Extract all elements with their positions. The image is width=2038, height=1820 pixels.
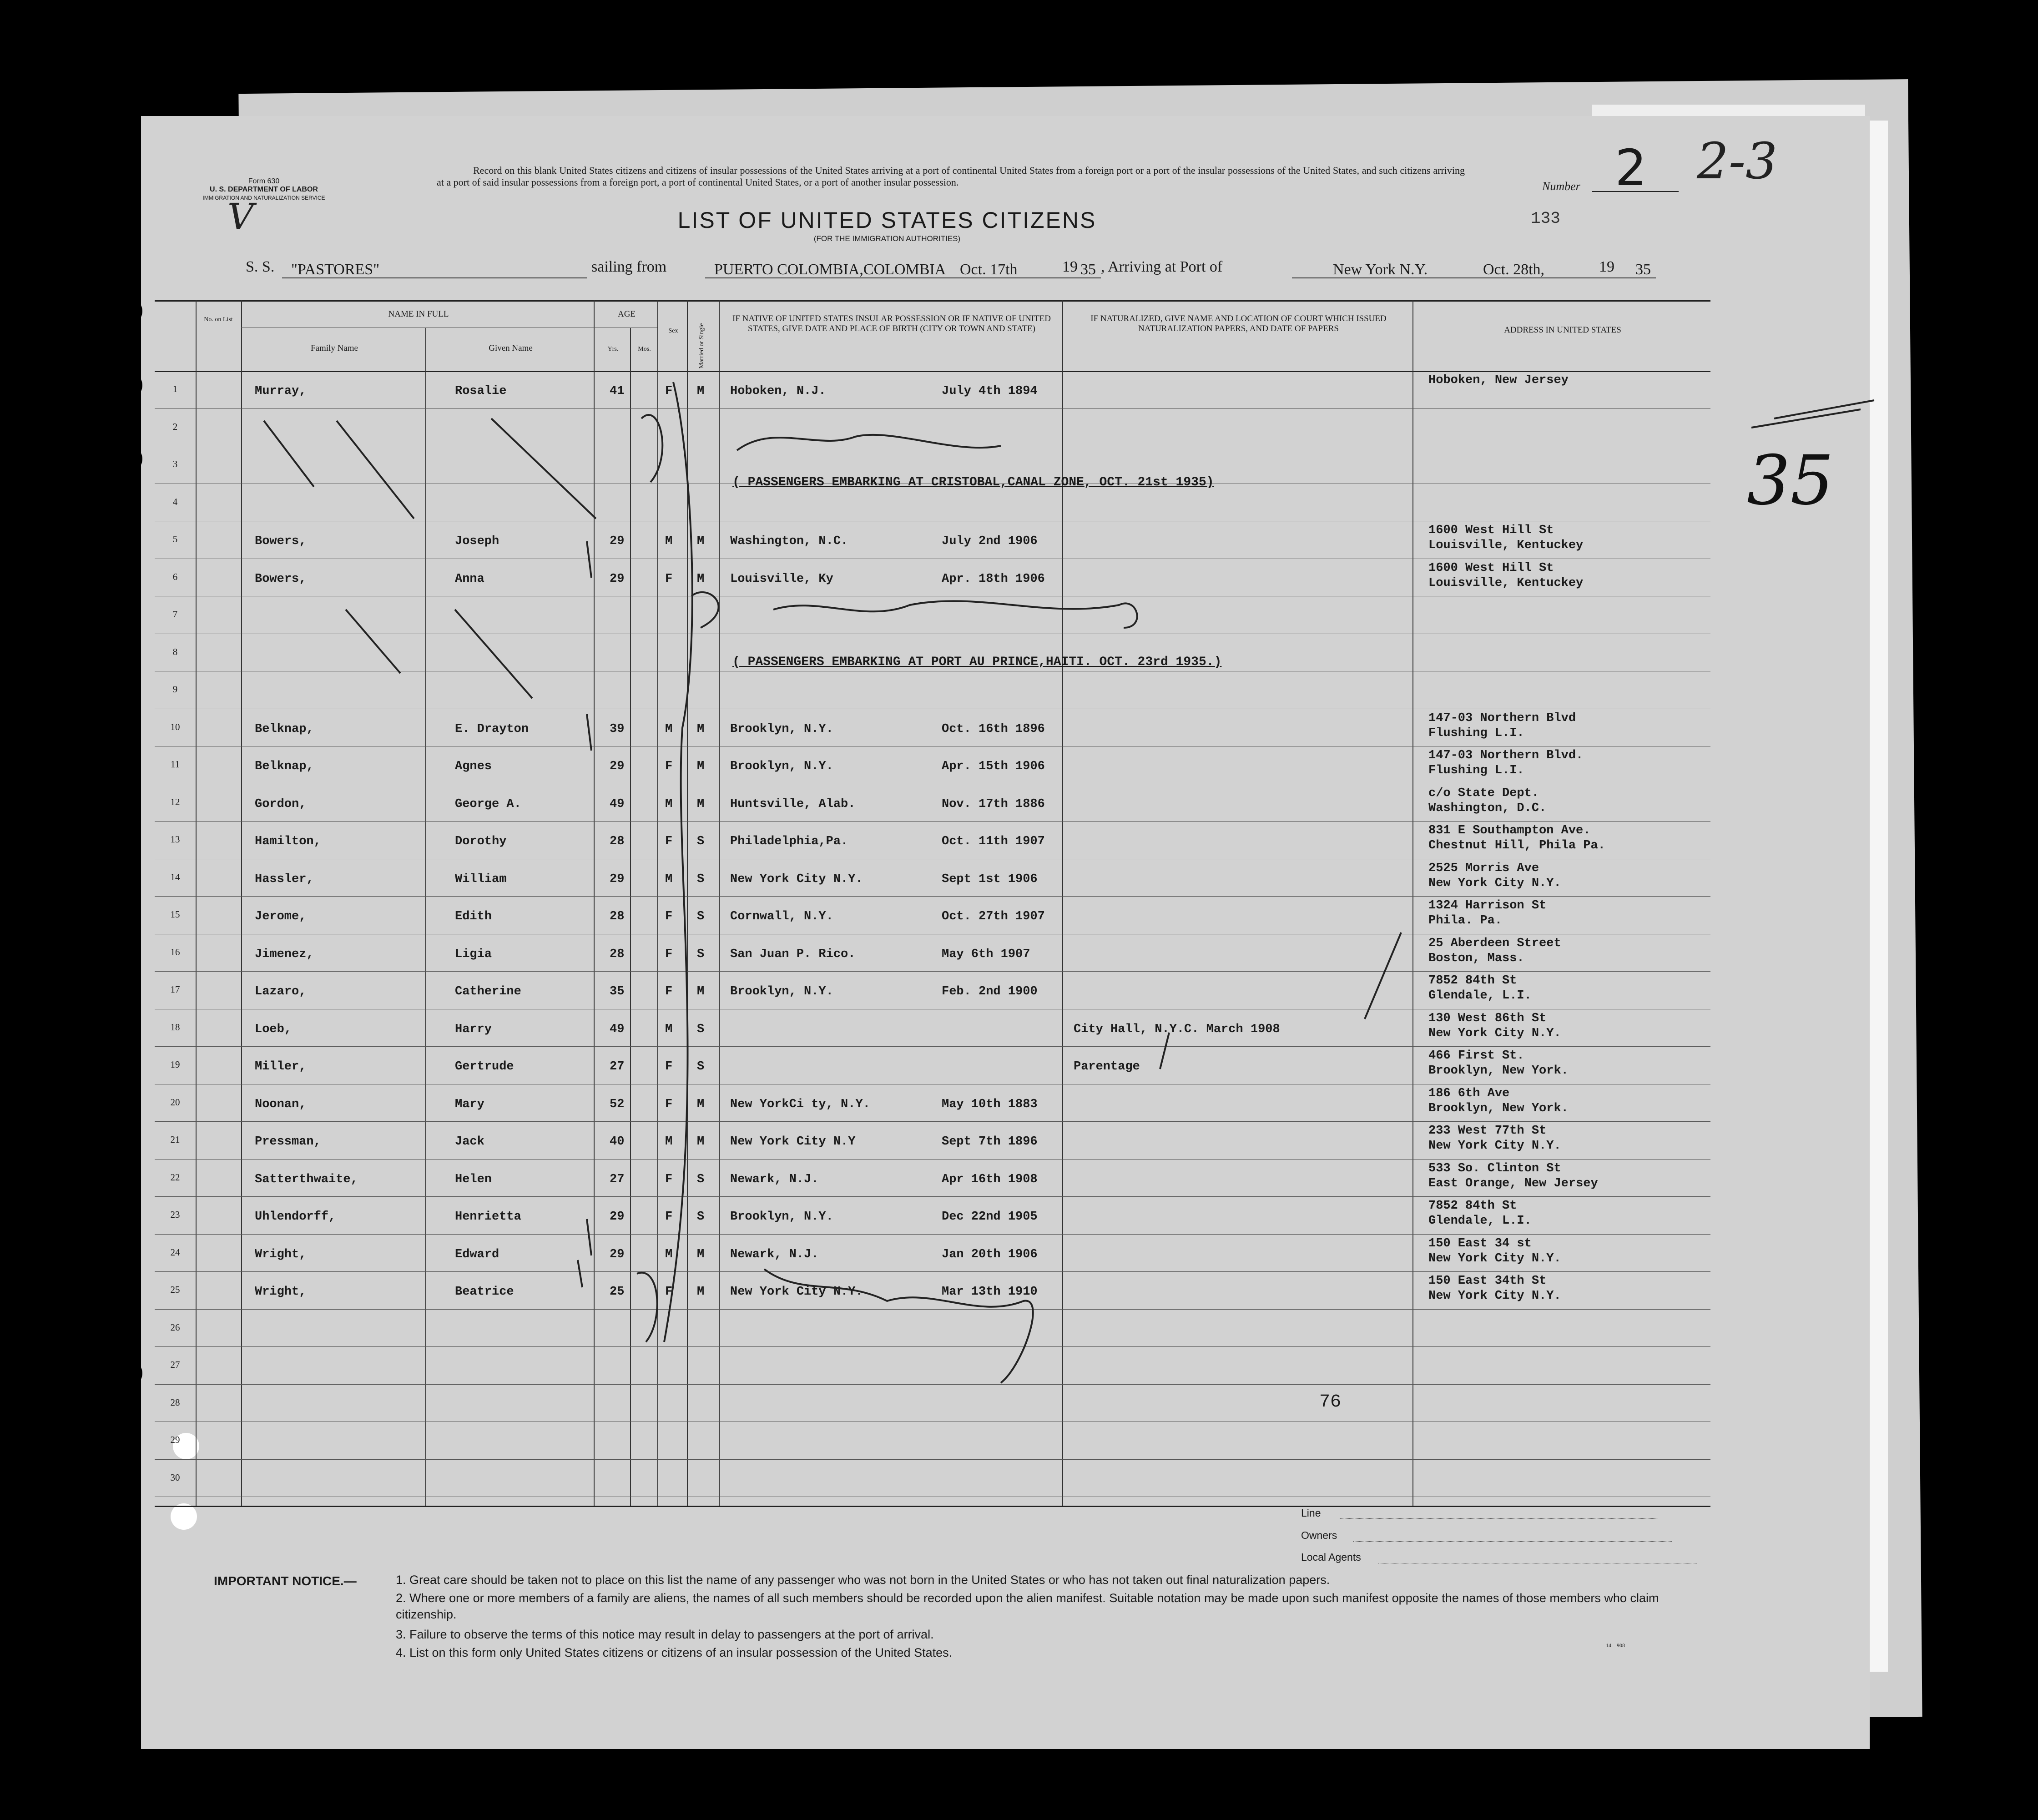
- departure-date: Oct. 17th: [960, 261, 1018, 278]
- sex: F: [665, 1097, 673, 1111]
- row-number: 26: [170, 1321, 180, 1333]
- sex: M: [665, 872, 673, 886]
- age-years: 29: [610, 1247, 625, 1261]
- ship-name: "PASTORES": [291, 261, 380, 278]
- given-name: Dorothy: [455, 835, 507, 848]
- ss-label: S. S.: [246, 258, 275, 275]
- arrival-year: 35: [1635, 261, 1651, 278]
- birth-date: Mar 13th 1910: [942, 1285, 1038, 1299]
- col-header-name: NAME IN FULL: [388, 309, 449, 319]
- arrival-year-prefix: 19: [1599, 258, 1614, 275]
- birth-date: Jan 20th 1906: [942, 1247, 1038, 1261]
- family-name: Miller,: [255, 1060, 307, 1074]
- handwritten-mark: 2-3: [1697, 132, 1778, 190]
- strike-line: [337, 421, 414, 519]
- birth-place: New York City N.Y.: [730, 1285, 863, 1299]
- address-line-2: Brooklyn, New York.: [1428, 1064, 1569, 1078]
- form-number: Form 630: [248, 177, 280, 185]
- family-name: Wright,: [255, 1285, 307, 1299]
- age-years: 27: [610, 1172, 625, 1186]
- row-number: 22: [170, 1171, 180, 1183]
- col-header-age: AGE: [617, 309, 636, 319]
- birth-place: New York City N.Y: [730, 1135, 856, 1149]
- address-line-1: 2525 Morris Ave: [1428, 861, 1539, 875]
- birth-date: Apr. 18th 1906: [942, 572, 1045, 586]
- birth-place: Brooklyn, N.Y.: [730, 985, 833, 998]
- section-port-au-prince: ( PASSENGERS EMBARKING AT PORT AU PRINCE,HAITI. OCT. 23rd 1935.): [732, 655, 1222, 669]
- notice-item: 1. Great care should be taken not to place on this list the name of any passenger who was not born in the United States or who has not taken out final naturalization papers.: [396, 1573, 1330, 1587]
- family-name: Pressman,: [255, 1135, 321, 1149]
- family-name: Loeb,: [255, 1022, 292, 1036]
- family-name: Murray,: [255, 384, 307, 398]
- address-line-2: East Orange, New Jersey: [1428, 1176, 1598, 1190]
- birth-date: May 6th 1907: [942, 947, 1030, 961]
- family-name: Hassler,: [255, 872, 314, 886]
- sex: M: [665, 1022, 673, 1036]
- marital-status: M: [697, 1247, 705, 1261]
- family-name: Bowers,: [255, 572, 307, 586]
- signature-stroke: [641, 415, 1001, 482]
- naturalization-info: Parentage: [1074, 1060, 1140, 1074]
- sex: F: [665, 760, 673, 773]
- col-header-native: IF NATIVE OF UNITED STATES INSULAR POSSESSION OR IF NATIVE OF UNITED STATES, GIVE DATE AND PLACE OF BIRTH (CITY OR TOWN AND STATE): [732, 314, 1051, 333]
- sailing-label: sailing from: [591, 258, 667, 275]
- address-line-2: Glendale, L.I.: [1428, 989, 1532, 1003]
- notice-title: IMPORTANT NOTICE.—: [214, 1574, 357, 1588]
- birth-place: Philadelphia,Pa.: [730, 835, 848, 848]
- family-name: Jerome,: [255, 910, 307, 923]
- signature-stroke: [637, 1269, 1033, 1383]
- notice-item: 3. Failure to observe the terms of this notice may result in delay to passengers at the port of arrival.: [396, 1628, 934, 1641]
- birth-place: Newark, N.J.: [730, 1247, 819, 1261]
- birth-date: Apr 16th 1908: [942, 1172, 1038, 1186]
- owners-field: [1353, 1541, 1672, 1542]
- family-name: Satterthwaite,: [255, 1172, 358, 1186]
- year-prefix: 19: [1062, 258, 1078, 275]
- row-number: 17: [170, 984, 180, 995]
- given-name: Ligia: [455, 947, 492, 961]
- address-line-1: 147-03 Northern Blvd: [1428, 711, 1576, 725]
- arrival-date: Oct. 28th,: [1483, 261, 1545, 278]
- row-number: 19: [170, 1059, 180, 1070]
- col-header-married: Married or Single: [698, 323, 705, 368]
- given-name: Jack: [455, 1135, 484, 1149]
- address-line-2: New York City N.Y.: [1428, 1139, 1561, 1153]
- strike-line: [491, 418, 596, 519]
- family-name: Lazaro,: [255, 985, 307, 998]
- address-line-2: Glendale, L.I.: [1428, 1214, 1532, 1228]
- age-years: 25: [610, 1285, 625, 1299]
- row-number: 18: [170, 1021, 180, 1033]
- owners-label: Owners: [1301, 1529, 1337, 1541]
- col-header-given: Given Name: [489, 343, 533, 353]
- address-line-2: Louisville, Kentuckey: [1428, 576, 1584, 590]
- naturalization-info: City Hall, N.Y.C. March 1908: [1074, 1022, 1280, 1036]
- family-name: Bowers,: [255, 534, 307, 548]
- birth-place: Newark, N.J.: [730, 1172, 819, 1186]
- row-number: 15: [170, 909, 180, 920]
- given-name: George A.: [455, 797, 521, 811]
- sex: F: [665, 1285, 673, 1299]
- row-number: 8: [172, 646, 178, 657]
- marital-status: M: [697, 797, 705, 811]
- given-name: Henrietta: [455, 1210, 521, 1224]
- given-name: Catherine: [455, 985, 521, 998]
- marital-status: S: [697, 835, 705, 848]
- address-line-1: 1324 Harrison St: [1428, 899, 1547, 913]
- sex: F: [665, 835, 673, 848]
- birth-place: Hoboken, N.J.: [730, 384, 826, 398]
- strike-line: [264, 421, 314, 487]
- row-number: 4: [172, 496, 178, 507]
- age-years: 49: [610, 797, 625, 811]
- marital-status: M: [697, 384, 705, 398]
- col-header-naturalized: IF NATURALIZED, GIVE NAME AND LOCATION OF COURT WHICH ISSUED NATURALIZATION PAPERS, AND DATE OF PAPERS: [1090, 314, 1387, 333]
- address-line-2: Chestnut Hill, Phila Pa.: [1428, 839, 1605, 852]
- address-line-1: 7852 84th St: [1428, 1199, 1517, 1213]
- handwritten-check: V: [227, 196, 254, 238]
- signature-stroke: [664, 382, 692, 1342]
- sex: F: [665, 1210, 673, 1224]
- given-name: Mary: [455, 1097, 484, 1111]
- age-years: 28: [610, 910, 625, 923]
- marital-status: M: [697, 722, 705, 736]
- age-years: 29: [610, 534, 625, 548]
- address-line-2: Washington, D.C.: [1428, 801, 1547, 815]
- sex: F: [665, 1172, 673, 1186]
- age-years: 29: [610, 572, 625, 586]
- family-name: Jimenez,: [255, 947, 314, 961]
- check-mark: [587, 1219, 591, 1255]
- marital-status: S: [697, 1022, 705, 1036]
- local-agents-label: Local Agents: [1301, 1551, 1361, 1563]
- birth-place: Washington, N.C.: [730, 534, 848, 548]
- address-line-1: 25 Aberdeen Street: [1428, 936, 1561, 950]
- sex: F: [665, 910, 673, 923]
- marital-status: S: [697, 947, 705, 961]
- sex: M: [665, 534, 673, 548]
- given-name: Gertrude: [455, 1060, 514, 1074]
- check-mark: [587, 541, 591, 578]
- family-name: Belknap,: [255, 760, 314, 773]
- marital-status: S: [697, 1172, 705, 1186]
- address-line-1: 1600 West Hill St: [1428, 561, 1554, 575]
- section-cristobal: ( PASSENGERS EMBARKING AT CRISTOBAL,CANAL ZONE, OCT. 21st 1935): [732, 475, 1214, 489]
- col-header-sex: Sex: [668, 328, 678, 334]
- col-header-mos: Mos.: [638, 346, 651, 353]
- handwritten-count: 35: [1747, 441, 1834, 520]
- birth-place: Brooklyn, N.Y.: [730, 1210, 833, 1224]
- marital-status: M: [697, 572, 705, 586]
- page-subtitle: (FOR THE IMMIGRATION AUTHORITIES): [813, 234, 961, 243]
- birth-date: Oct. 16th 1896: [942, 722, 1045, 736]
- address-line-1: 1600 West Hill St: [1428, 524, 1554, 537]
- birth-place: Brooklyn, N.Y.: [730, 760, 833, 773]
- address-line-1: 150 East 34th St: [1428, 1274, 1547, 1288]
- address-line-1: 533 So. Clinton St: [1428, 1161, 1561, 1175]
- marital-status: S: [697, 872, 705, 886]
- row-number: 27: [170, 1359, 180, 1370]
- sex: M: [665, 797, 673, 811]
- row-number: 7: [172, 609, 178, 620]
- page-stamp: 76: [1319, 1392, 1342, 1412]
- given-name: Edith: [455, 910, 492, 923]
- number-label: Number: [1542, 180, 1580, 193]
- given-name: E. Drayton: [455, 722, 529, 736]
- birth-place: Brooklyn, N.Y.: [730, 722, 833, 736]
- address-line-2: Flushing L.I.: [1428, 764, 1524, 777]
- sex: M: [665, 1247, 673, 1261]
- address-line-2: Flushing L.I.: [1428, 726, 1524, 740]
- age-years: 49: [610, 1022, 625, 1036]
- record-instructions: Record on this blank United States citizens and citizens of insular possessions of the United States arriving at a port of continental United States from a foreign port or a port of the insular possessions of the United States, and such citizens arriving at a port of said insular possessions from a foreign port, a port of continental United States, or a port of another insular possession.: [437, 165, 1465, 188]
- age-years: 29: [610, 760, 625, 773]
- birth-date: Sept 7th 1896: [942, 1135, 1038, 1149]
- age-years: 39: [610, 722, 625, 736]
- address-line-2: New York City N.Y.: [1428, 1251, 1561, 1265]
- col-header-family: Family Name: [311, 343, 358, 353]
- departure-port: PUERTO COLOMBIA,COLOMBIA: [714, 261, 946, 278]
- department-name: U. S. DEPARTMENT OF LABOR: [210, 186, 318, 193]
- address-line-1: 831 E Southampton Ave.: [1428, 824, 1591, 837]
- marital-status: S: [697, 1060, 705, 1074]
- address-line-2: Boston, Mass.: [1428, 951, 1524, 965]
- page-title: LIST OF UNITED STATES CITIZENS: [677, 207, 1097, 233]
- address-line-1: 147-03 Northern Blvd.: [1428, 749, 1584, 762]
- age-years: 28: [610, 835, 625, 848]
- sex: F: [665, 1060, 673, 1074]
- address-line-1: c/o State Dept.: [1428, 786, 1539, 800]
- row-number: 28: [170, 1397, 180, 1408]
- row-number: 12: [170, 796, 180, 807]
- birth-date: Sept 1st 1906: [942, 872, 1038, 886]
- age-years: 41: [610, 384, 625, 398]
- age-years: 29: [610, 1210, 625, 1224]
- marital-status: M: [697, 1135, 705, 1149]
- family-name: Belknap,: [255, 722, 314, 736]
- age-years: 29: [610, 872, 625, 886]
- birth-date: Oct. 27th 1907: [942, 910, 1045, 923]
- check-mark: [1365, 933, 1401, 1019]
- age-years: 28: [610, 947, 625, 961]
- birth-place: Louisville, Ky: [730, 572, 833, 586]
- row-number: 9: [172, 684, 178, 695]
- row-number: 24: [170, 1246, 180, 1258]
- marital-status: M: [697, 1285, 705, 1299]
- row-number: 30: [170, 1472, 180, 1483]
- address-line-2: New York City N.Y.: [1428, 1289, 1561, 1303]
- list-number: 2: [1615, 139, 1647, 197]
- family-name: Uhlendorff,: [255, 1210, 336, 1224]
- given-name: William: [455, 872, 507, 886]
- address-line-2: Louisville, Kentuckey: [1428, 539, 1584, 552]
- birth-date: July 4th 1894: [942, 384, 1038, 398]
- row-number: 20: [170, 1096, 180, 1108]
- marital-status: S: [697, 910, 705, 923]
- marital-status: M: [697, 985, 705, 998]
- age-years: 40: [610, 1135, 625, 1149]
- form-code: 14—908: [1606, 1642, 1625, 1649]
- stamp-number: 133: [1531, 209, 1560, 228]
- given-name: Harry: [455, 1022, 492, 1036]
- departure-year: 35: [1080, 261, 1096, 278]
- check-mark: [587, 714, 591, 751]
- line-field: [1340, 1518, 1658, 1519]
- row-number: 11: [170, 759, 180, 770]
- row-number: 1: [172, 383, 178, 394]
- row-number: 3: [172, 459, 178, 469]
- address-line-2: Phila. Pa.: [1428, 914, 1503, 928]
- family-name: Hamilton,: [255, 835, 321, 848]
- arriving-label: , Arriving at Port of: [1101, 258, 1223, 275]
- age-years: 27: [610, 1060, 625, 1074]
- marital-status: S: [697, 1210, 705, 1224]
- birth-date: July 2nd 1906: [942, 534, 1038, 548]
- row-number: 29: [170, 1434, 180, 1445]
- line-label: Line: [1301, 1507, 1321, 1519]
- age-years: 52: [610, 1097, 625, 1111]
- marital-status: M: [697, 760, 705, 773]
- sex: F: [665, 384, 673, 398]
- col-header-address: ADDRESS IN UNITED STATES: [1504, 325, 1621, 335]
- given-name: Anna: [455, 572, 484, 586]
- birth-date: Nov. 17th 1886: [942, 797, 1045, 811]
- marital-status: M: [697, 534, 705, 548]
- row-number: 23: [170, 1209, 180, 1220]
- given-name: Edward: [455, 1247, 499, 1261]
- address-line-2: Brooklyn, New York.: [1428, 1101, 1569, 1115]
- given-name: Beatrice: [455, 1285, 514, 1299]
- row-number: 25: [170, 1284, 180, 1295]
- sex: M: [665, 1135, 673, 1149]
- sex: F: [665, 947, 673, 961]
- address-line-1: 7852 84th St: [1428, 974, 1517, 988]
- birth-place: New York City N.Y.: [730, 872, 863, 886]
- row-number: 16: [170, 946, 180, 958]
- given-name: Agnes: [455, 760, 492, 773]
- marital-status: M: [697, 1097, 705, 1111]
- address-line-1: 150 East 34 st: [1428, 1236, 1532, 1250]
- check-mark: [578, 1260, 582, 1287]
- row-number: 6: [172, 571, 178, 582]
- family-name: Noonan,: [255, 1097, 307, 1111]
- birth-date: Feb. 2nd 1900: [942, 985, 1038, 998]
- sex: F: [665, 985, 673, 998]
- address-line-2: New York City N.Y.: [1428, 876, 1561, 890]
- birth-date: May 10th 1883: [942, 1097, 1038, 1111]
- address-line-1: 130 West 86th St: [1428, 1011, 1547, 1025]
- family-name: Wright,: [255, 1247, 307, 1261]
- address-line-2: New York City N.Y.: [1428, 1026, 1561, 1040]
- col-header-yrs: Yrs.: [607, 346, 619, 353]
- hand-dash: [1751, 400, 1874, 428]
- row-number: 10: [170, 721, 180, 732]
- row-number: 5: [172, 534, 178, 544]
- address-line-1: 466 First St.: [1428, 1049, 1524, 1063]
- row-number: 2: [172, 421, 178, 432]
- row-number: 21: [170, 1134, 180, 1145]
- given-name: Helen: [455, 1172, 492, 1186]
- sex: F: [665, 572, 673, 586]
- row-number: 13: [170, 834, 180, 845]
- row-number: 14: [170, 871, 180, 882]
- address-line-1: 186 6th Ave: [1428, 1086, 1510, 1100]
- arrival-port: New York N.Y.: [1333, 261, 1428, 278]
- birth-date: Oct. 11th 1907: [942, 835, 1045, 848]
- notice-item: 4. List on this form only United States citizens or citizens of an insular possession of the United States.: [396, 1646, 953, 1659]
- check-mark: [1160, 1033, 1169, 1069]
- birth-date: Dec 22nd 1905: [942, 1210, 1038, 1224]
- birth-place: New YorkCi ty, N.Y.: [730, 1097, 870, 1111]
- age-years: 35: [610, 985, 625, 998]
- strike-line: [455, 610, 532, 698]
- birth-date: Apr. 15th 1906: [942, 760, 1045, 773]
- notice-item: 2. Where one or more members of a family are aliens, the names of all such members should be recorded upon the alien manifest. Suitable notation may be made upon such manifest opposite the names of those members who claim citizenship.: [396, 1591, 1659, 1621]
- address-line-1: 233 West 77th St: [1428, 1124, 1547, 1138]
- address-line-1: Hoboken, New Jersey: [1428, 373, 1569, 387]
- sex: M: [665, 722, 673, 736]
- service-name: IMMIGRATION AND NATURALIZATION SERVICE: [202, 195, 325, 201]
- strike-line: [346, 610, 400, 673]
- given-name: Joseph: [455, 534, 499, 548]
- birth-place: San Juan P. Rico.: [730, 947, 856, 961]
- signature-stroke: [691, 592, 1137, 628]
- family-name: Gordon,: [255, 797, 307, 811]
- birth-place: Huntsville, Alab.: [730, 797, 856, 811]
- birth-place: Cornwall, N.Y.: [730, 910, 833, 923]
- given-name: Rosalie: [455, 384, 507, 398]
- col-header-no: No. on List: [204, 316, 233, 323]
